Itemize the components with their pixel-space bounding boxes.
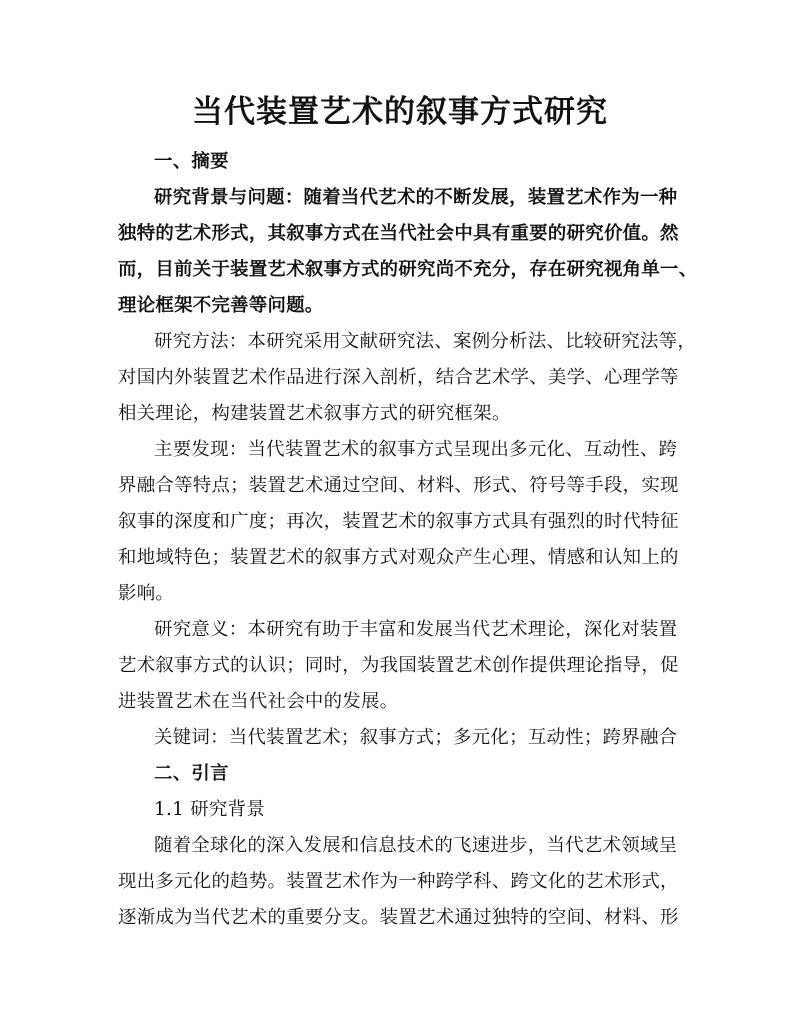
- paragraph-line: 随着全球化的深入发展和信息技术的飞速进步，当代艺术领域呈: [154, 835, 678, 856]
- paragraph-line: 对国内外装置艺术作品进行深入剖析，结合艺术学、美学、心理学等: [118, 367, 679, 388]
- paragraph-line: 研究方法：本研究采用文献研究法、案例分析法、比较研究法等，: [154, 331, 697, 352]
- paragraph-line: 独特的艺术形式，其叙事方式在当代社会中具有重要的研究价值。然: [118, 223, 679, 244]
- section-heading-abstract: 一、摘要: [154, 151, 229, 172]
- section-heading-intro: 二、引言: [154, 763, 229, 784]
- paragraph-line: 逐渐成为当代艺术的重要分支。装置艺术通过独特的空间、材料、形: [118, 907, 679, 928]
- paragraph-line: 现出多元化的趋势。装置艺术作为一种跨学科、跨文化的艺术形式，: [118, 871, 679, 892]
- document-title: 当代装置艺术的叙事方式研究: [192, 94, 608, 130]
- paragraph-line: 理论框架不完善等问题。: [118, 295, 324, 316]
- paragraph-line: 艺术叙事方式的认识；同时，为我国装置艺术创作提供理论指导，促: [118, 655, 679, 676]
- paragraph-line: 影响。: [118, 583, 175, 604]
- paragraph-line: 界融合等特点；装置艺术通过空间、材料、形式、符号等手段，实现: [118, 475, 679, 496]
- paragraph-line: 主要发现：当代装置艺术的叙事方式呈现出多元化、互动性、跨: [154, 439, 678, 460]
- paragraph-line: 和地域特色；装置艺术的叙事方式对观众产生心理、情感和认知上的: [118, 547, 679, 568]
- paragraph-line: 进装置艺术在当代社会中的发展。: [118, 691, 399, 712]
- paragraph-line: 研究意义：本研究有助于丰富和发展当代艺术理论，深化对装置: [154, 619, 678, 640]
- paragraph-line: 研究背景与问题：随着当代艺术的不断发展，装置艺术作为一种: [154, 187, 678, 208]
- subsection-heading-background: 1.1 研究背景: [154, 799, 266, 820]
- paragraph-line: 叙事的深度和广度；再次，装置艺术的叙事方式具有强烈的时代特征: [118, 511, 679, 532]
- paragraph-line: 而，目前关于装置艺术叙事方式的研究尚不充分，存在研究视角单一、: [118, 259, 698, 280]
- keywords-line: 关键词：当代装置艺术；叙事方式；多元化；互动性；跨界融合: [154, 727, 678, 748]
- paragraph-line: 相关理论，构建装置艺术叙事方式的研究框架。: [118, 403, 511, 424]
